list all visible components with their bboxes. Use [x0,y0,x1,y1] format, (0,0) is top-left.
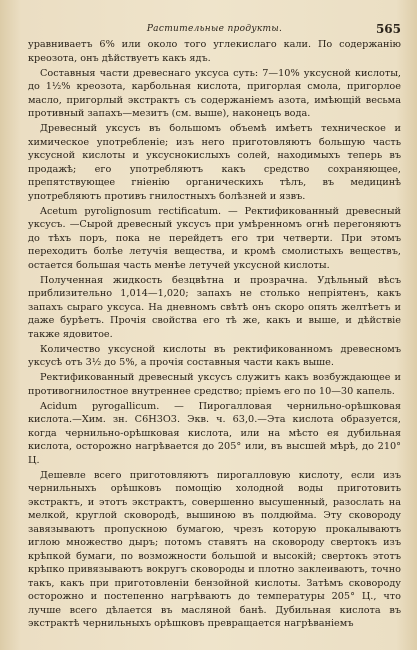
page-header [28,22,401,38]
paragraph: Составныя части древеснаго уксуса суть: 7—10% уксусной кислоты, до 1½% креозота, карбольная кислота, пригорлая смола, пригорлое масло, пригорлый экстрактъ съ содержаніемъ азота, имѣющій весьма противный запахъ—мезитъ (см. выше), наконецъ вода. [28,67,401,119]
paragraph: Ректификованный древесный уксусъ служитъ какъ возбуждающее и противогнилостное внутреннее средство; пріемъ его по 10—30 капель. [28,372,401,397]
paragraph: Количество уксусной кислоты въ ректификованномъ древесномъ уксусѣ отъ 3½ до 5%, а прочія составныя части какъ выше. [28,343,401,368]
paragraph: Acidum pyrogallicum. — Пирогалловая чернильно-орѣшковая кислота.—Хим. зн. C6H3O3. Экв. ч. 63,0.—Эта кислота образуется, когда чернильно-орѣшковая кислота, или на мѣсто ея дубильная кислота, осторожно нагрѣвается до 205° или, въ высшей мѣрѣ, до 210° Ц. [28,400,401,466]
running-title: Растительные продукты. [146,24,283,34]
page-number: 565 [375,22,401,36]
paragraph: Дешевле всего приготовляютъ пирогалловую кислоту, если изъ чернильныхъ орѣшковъ помощію холодной воды приготовить экстрактъ, и этотъ экстрактъ, совершенно высушенный, разослать на мелкой, круглой сковородѣ, вышиною въ полдюйма. Эту сковороду завязываютъ пропускною бумагою, чрезъ которую прокалываютъ иглою множество дыръ; потомъ ставятъ на сковороду свертокъ изъ крѣпкой бумаги, по возможности большой и высокій; свертокъ этотъ крѣпко привязываютъ вокругъ сковороды и плотно заклеиваютъ, точно такъ, какъ при приготовленіи бензойной кислоты. Затѣмъ сковороду осторожно и постепенно нагрѣваютъ до температуры 205° Ц., что лучше всего дѣлается въ масляной банѣ. Дубильная кислота въ экстрактѣ чернильныхъ орѣшковъ превращается нагрѣваніемъ [28,469,401,629]
paragraph: Полученная жидкость безцвѣтна и прозрачна. Удѣльный вѣсъ приблизительно 1,014—1,020; запахъ не столько непріятенъ, какъ запахъ сыраго уксуса. На дневномъ свѣтѣ онъ скоро опять желтѣетъ и даже бурѣетъ. Прочія свойства его тѣ же, какъ и выше, и дѣйствіе также ядовитое. [28,274,401,340]
paragraph: Древесный уксусъ въ большомъ объемѣ имѣетъ техническое и химическое употребленіе; изъ него приготовляютъ большую часть уксусной кислоты и уксуснокислыхъ солей, находимыхъ теперь въ продажѣ; его употребляютъ какъ средство сохраняющее, препятствующее гніенію органическихъ тѣлъ, въ медицинѣ употребляютъ противъ гнилостныхъ болѣзней и язвъ. [28,123,401,202]
paragraph: уравниваетъ 6% или около того углекислаго кали. По содержанію креозота, онъ дѣйствуетъ какъ ядъ. [28,39,401,64]
paragraph: Acetum pyrolignosum rectificatum. — Ректификованный древесный уксусъ. —Сырой древесный уксусъ при умѣренномъ огнѣ перегоняютъ до тѣхъ поръ, пока не перейдетъ его три четверти. При этомъ переходитъ болѣе летучія вещества, и кромѣ смолистыхъ веществъ, остается большая часть менѣе летучей уксусной кислоты. [28,205,401,271]
page-body [28,38,401,631]
